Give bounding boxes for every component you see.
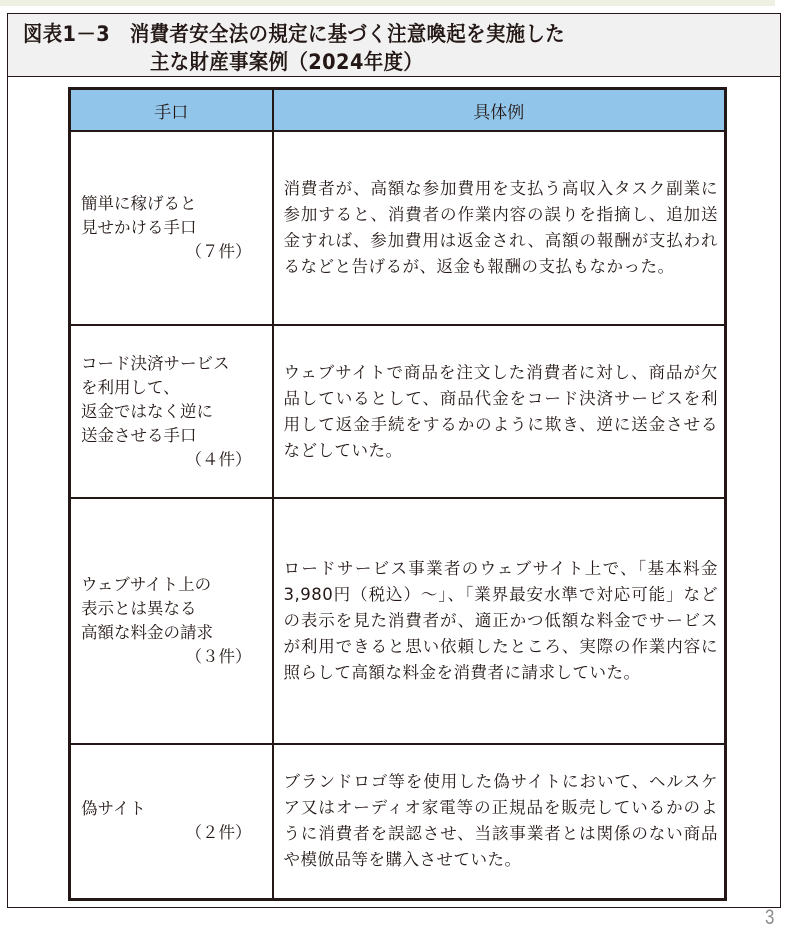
method-cell [70, 498, 273, 744]
table-row [70, 498, 726, 744]
case-count: （７件） [185, 242, 252, 261]
case-count: （４件） [185, 449, 252, 469]
example-cell: ウェブサイトで商品を注文した消費者に対し、商品が欠品しているとして、商品代金をコード決済サービスを利用して返金手続をするかのように欺き、逆に送金させるなどしていた。 [273, 325, 726, 498]
method-text: 表示とは異なる [81, 599, 197, 618]
table-header-row [70, 89, 726, 132]
method-cell [70, 325, 273, 498]
figure-title-band [8, 14, 780, 77]
example-cell: 消費者が、高額な参加費用を支払う高収入タスク副業に参加すると、消費者の作業内容の誤りを指摘し、追加送金すれば、参加費用は返金され、高額の報酬が支払われるなどと告げるが、返金も報酬の支払もなかった。 [273, 131, 726, 325]
method-text: 返金ではなく逆に [81, 401, 213, 421]
header-method: 手口 [70, 89, 273, 132]
table-row [70, 325, 726, 498]
table-row [70, 744, 726, 899]
case-count: （２件） [185, 823, 252, 843]
example-cell: ロードサービス事業者のウェブサイト上で、「基本料金 3,980円（税込）～」、「業界最安水準で対応可能」などの表示を見た消費者が、適正かつ低額な料金でサービスが利用できると思い依頼したところ、実際の作業内容に照らして高額な料金を消費者に請求していた。 [273, 498, 726, 744]
page-number: 3 [765, 906, 775, 929]
example-cell: ブランドロゴ等を使用した偽サイトにおいて、ヘルスケア又はオーディオ家電等の正規品を販売しているかのように消費者を誤認させ、当該事業者とは関係のない商品や模倣品等を購入させていた。 [273, 744, 726, 899]
header-example: 具体例 [273, 89, 726, 132]
method-cell [70, 744, 273, 899]
method-text: コード決済サービス [81, 353, 230, 373]
table-row [70, 131, 726, 325]
method-text: 偽サイト [81, 799, 146, 819]
figure-title-line1: 図表1－3 消費者安全法の規定に基づく注意喚起を実施した [23, 22, 566, 46]
method-text: 見せかける手口 [81, 218, 197, 237]
method-text: ウェブサイト上の [81, 575, 212, 594]
method-text: 簡単に稼げると [81, 194, 197, 213]
top-decorative-strip [0, 0, 775, 6]
method-text: 送金させる手口 [81, 425, 197, 445]
cases-table [68, 87, 727, 901]
figure-title-line2: 主な財産事案例（2024年度） [150, 50, 424, 74]
method-text: を利用して、 [81, 377, 180, 397]
method-cell [70, 131, 273, 325]
method-text: 高額な料金の請求 [81, 623, 213, 642]
case-count: （３件） [185, 647, 252, 666]
